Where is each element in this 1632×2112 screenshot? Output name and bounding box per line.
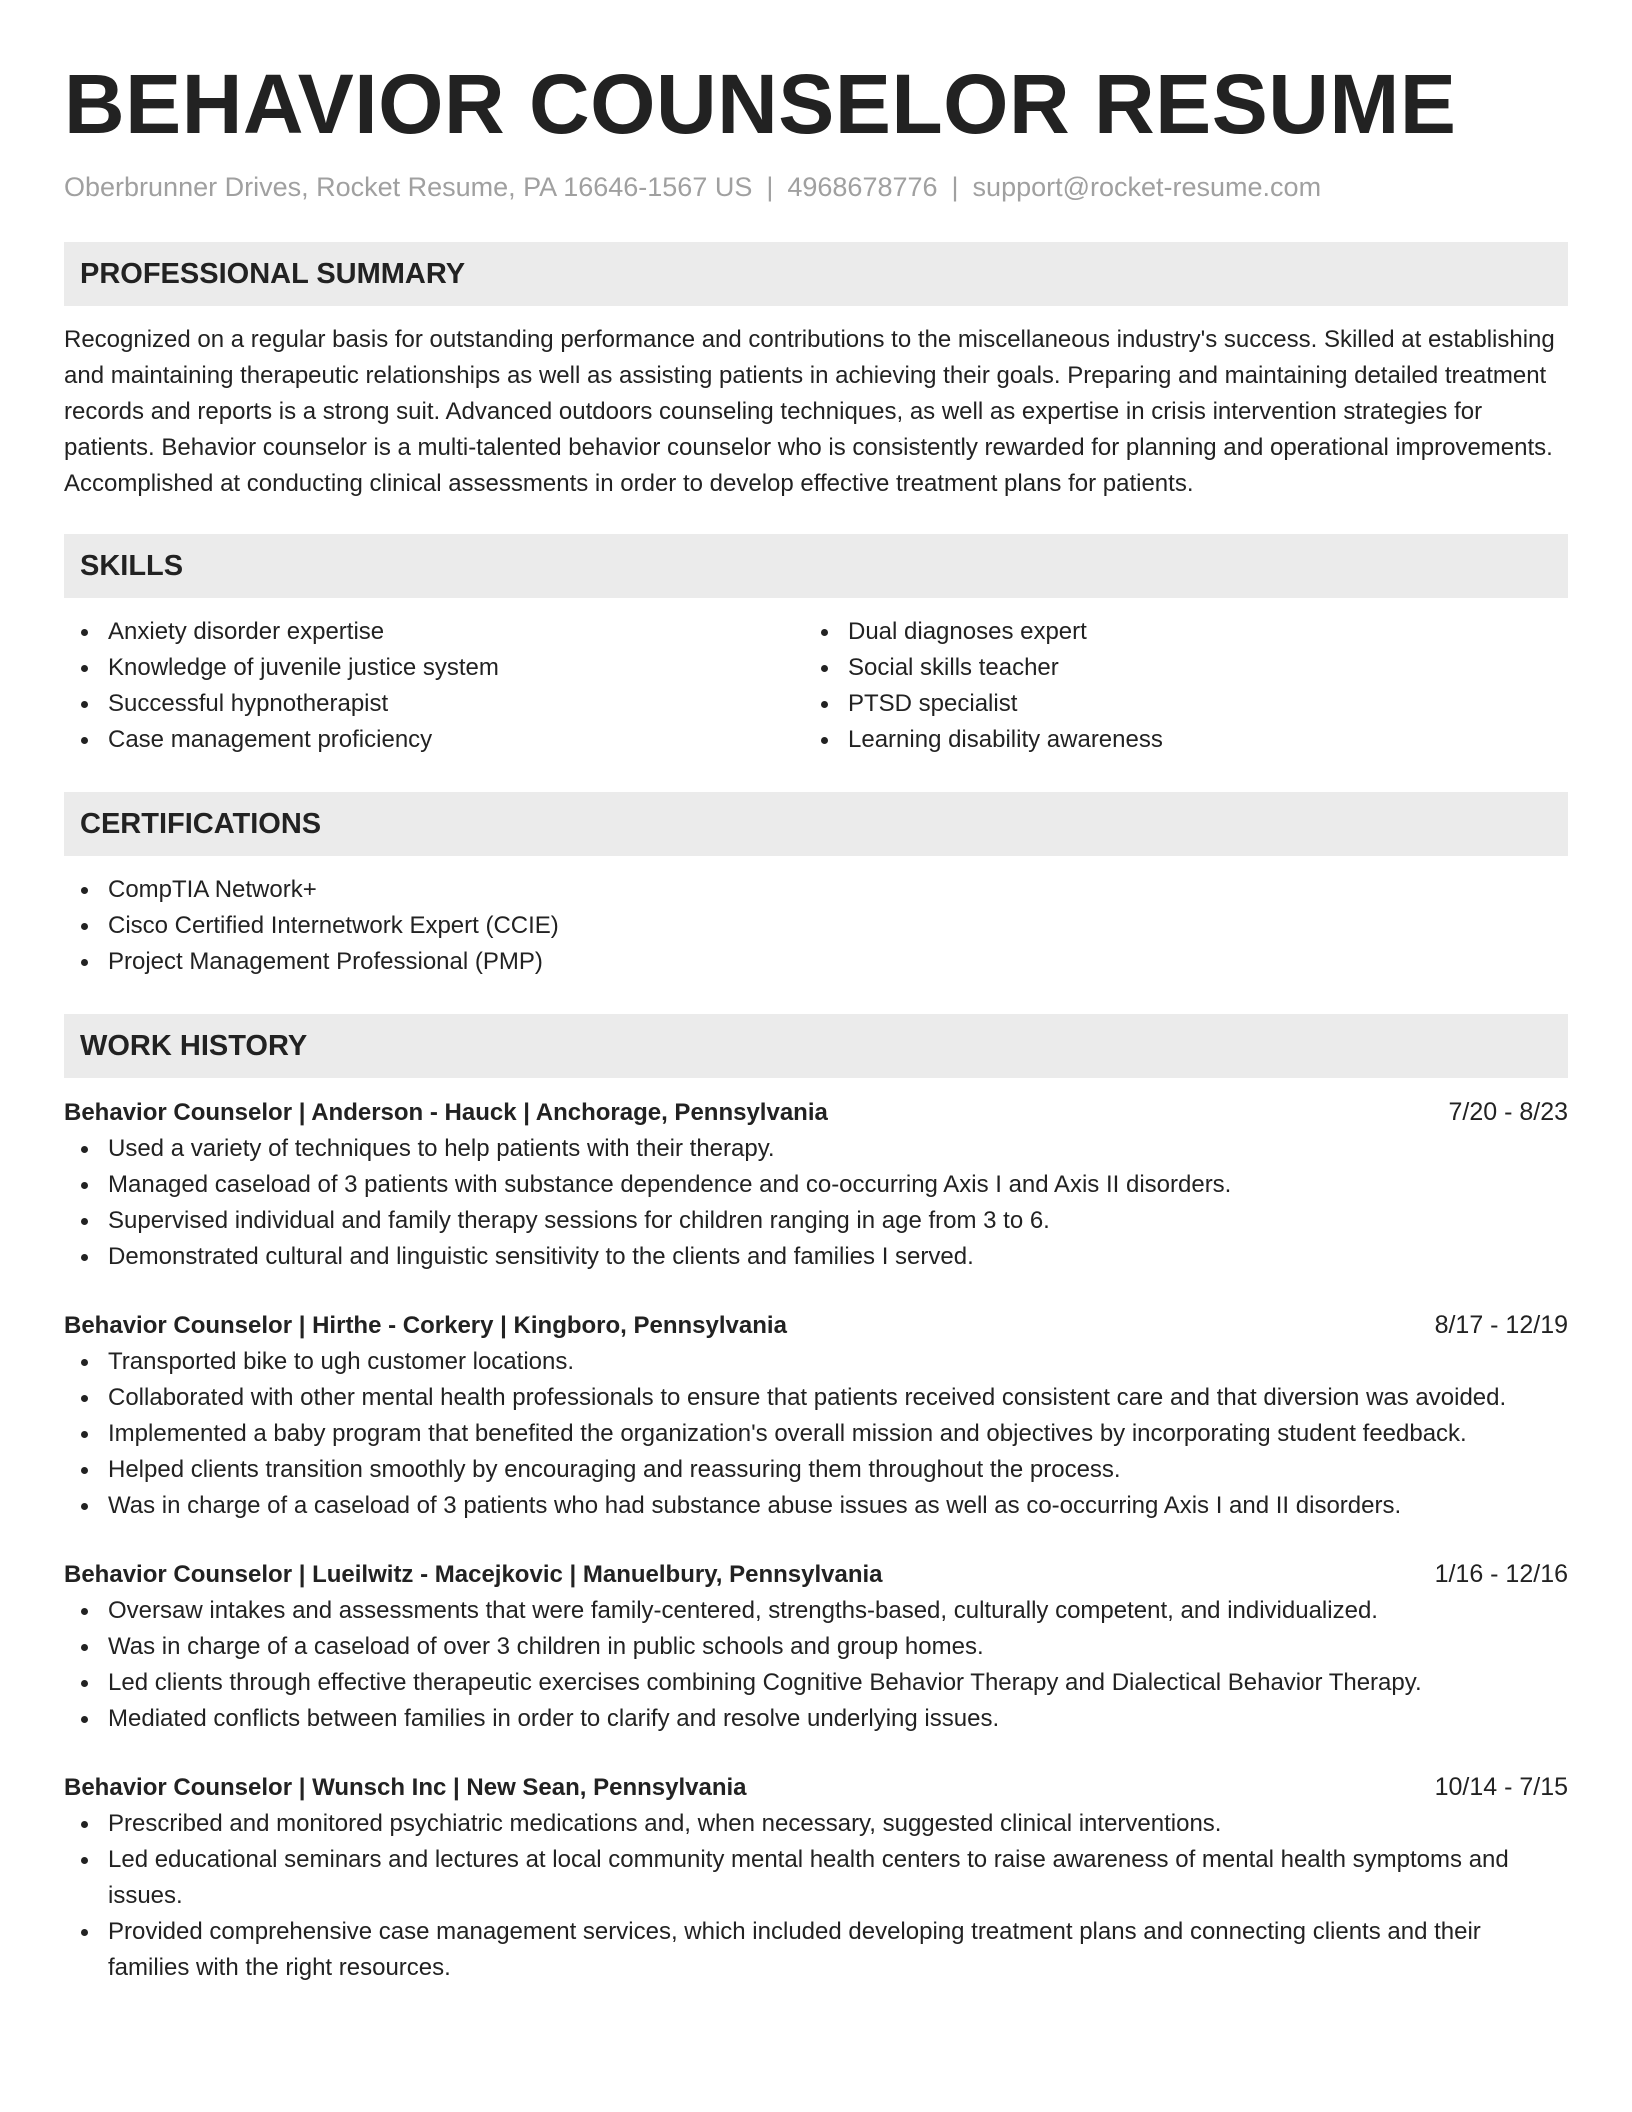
certification-item: Project Management Professional (PMP) [64, 944, 1568, 980]
job-bullets [64, 1593, 1568, 1737]
job-dates: 7/20 - 8/23 [1448, 1098, 1568, 1126]
contact-phone: 4968678776 [787, 172, 938, 202]
job-entry [64, 1769, 1568, 1986]
job-bullet: Was in charge of a caseload of over 3 children in public schools and group homes. [64, 1629, 1568, 1665]
summary-text: Recognized on a regular basis for outstanding performance and contributions to the miscellaneous industry's success. Skilled at establishing and maintaining therapeutic relationships as well as assisting patients in achieving their goals. Preparing and maintaining detailed treatment records and reports is a strong suit. Advanced outdoors counseling techniques, as well as expertise in crisis intervention strategies for patients. Behavior counselor is a multi-talented behavior counselor who is consistently rewarded for planning and operational improvements. Accomplished at conducting clinical assessments in order to develop effective treatment plans for patients. [64, 326, 1555, 497]
job-bullet: Oversaw intakes and assessments that were family-centered, strengths-based, culturally competent, and individualized. [64, 1593, 1568, 1629]
section-heading-certifications: CERTIFICATIONS [64, 792, 1568, 856]
job-header [64, 1307, 1568, 1344]
skill-item: Learning disability awareness [804, 722, 1544, 758]
job-bullet: Helped clients transition smoothly by encouraging and reassuring them throughout the process. [64, 1452, 1568, 1488]
job-title: Behavior Counselor | Anderson - Hauck | Anchorage, Pennsylvania [64, 1099, 828, 1126]
job-entry [64, 1307, 1568, 1524]
skill-item: Case management proficiency [64, 722, 804, 758]
skill-item: Anxiety disorder expertise [64, 614, 804, 650]
job-bullet: Used a variety of techniques to help patients with their therapy. [64, 1131, 1568, 1167]
skill-item: Social skills teacher [804, 650, 1544, 686]
section-heading-summary: PROFESSIONAL SUMMARY [64, 242, 1568, 306]
job-bullet: Managed caseload of 3 patients with substance dependence and co-occurring Axis I and Axis II disorders. [64, 1167, 1568, 1203]
job-bullet: Led clients through effective therapeutic exercises combining Cognitive Behavior Therapy and Dialectical Behavior Therapy. [64, 1665, 1568, 1701]
job-bullets [64, 1344, 1568, 1524]
job-bullet: Led educational seminars and lectures at local community mental health centers to raise awareness of mental health symptoms and issues. [64, 1842, 1568, 1914]
contact-line [64, 170, 1568, 204]
job-bullet: Provided comprehensive case management services, which included developing treatment plans and connecting clients and their families with the right resources. [64, 1914, 1568, 1986]
skill-item: PTSD specialist [804, 686, 1544, 722]
job-bullet: Collaborated with other mental health professionals to ensure that patients received consistent care and that diversion was avoided. [64, 1380, 1568, 1416]
job-bullet: Demonstrated cultural and linguistic sensitivity to the clients and families I served. [64, 1239, 1568, 1275]
contact-separator: | [951, 172, 959, 202]
job-dates: 1/16 - 12/16 [1434, 1560, 1568, 1588]
job-bullet: Was in charge of a caseload of 3 patients who had substance abuse issues as well as co-occurring Axis I and II disorders. [64, 1488, 1568, 1524]
skills-grid [64, 614, 1568, 758]
contact-address: Oberbrunner Drives, Rocket Resume, PA 16646-1567 US [64, 172, 753, 202]
job-title: Behavior Counselor | Wunsch Inc | New Sean, Pennsylvania [64, 1774, 747, 1801]
job-bullet: Transported bike to ugh customer locations. [64, 1344, 1568, 1380]
job-dates: 8/17 - 12/19 [1434, 1311, 1568, 1339]
skills-column-right [804, 614, 1544, 758]
job-entry [64, 1556, 1568, 1737]
resume-title: BEHAVIOR COUNSELOR RESUME [64, 57, 1457, 151]
job-dates: 10/14 - 7/15 [1434, 1773, 1568, 1801]
job-bullet: Implemented a baby program that benefited the organization's overall mission and objectives by incorporating student feedback. [64, 1416, 1568, 1452]
skills-column-left [64, 614, 804, 758]
job-bullet: Mediated conflicts between families in order to clarify and resolve underlying issues. [64, 1701, 1568, 1737]
skill-item: Dual diagnoses expert [804, 614, 1544, 650]
section-heading-work-history: WORK HISTORY [64, 1014, 1568, 1078]
job-entry [64, 1094, 1568, 1275]
job-bullet: Prescribed and monitored psychiatric medications and, when necessary, suggested clinical interventions. [64, 1806, 1568, 1842]
job-title: Behavior Counselor | Lueilwitz - Macejkovic | Manuelbury, Pennsylvania [64, 1561, 883, 1588]
job-header [64, 1769, 1568, 1806]
job-title: Behavior Counselor | Hirthe - Corkery | Kingboro, Pennsylvania [64, 1312, 787, 1339]
job-header [64, 1556, 1568, 1593]
certification-item: Cisco Certified Internetwork Expert (CCIE) [64, 908, 1568, 944]
section-heading-skills: SKILLS [64, 534, 1568, 598]
contact-separator: | [766, 172, 774, 202]
certifications-list [64, 872, 1568, 980]
certification-item: CompTIA Network+ [64, 872, 1568, 908]
contact-email: support@rocket-resume.com [972, 172, 1322, 202]
job-bullet: Supervised individual and family therapy sessions for children ranging in age from 3 to 6. [64, 1203, 1568, 1239]
job-bullets [64, 1131, 1568, 1275]
job-bullets [64, 1806, 1568, 1986]
skill-item: Successful hypnotherapist [64, 686, 804, 722]
skill-item: Knowledge of juvenile justice system [64, 650, 804, 686]
job-header [64, 1094, 1568, 1131]
